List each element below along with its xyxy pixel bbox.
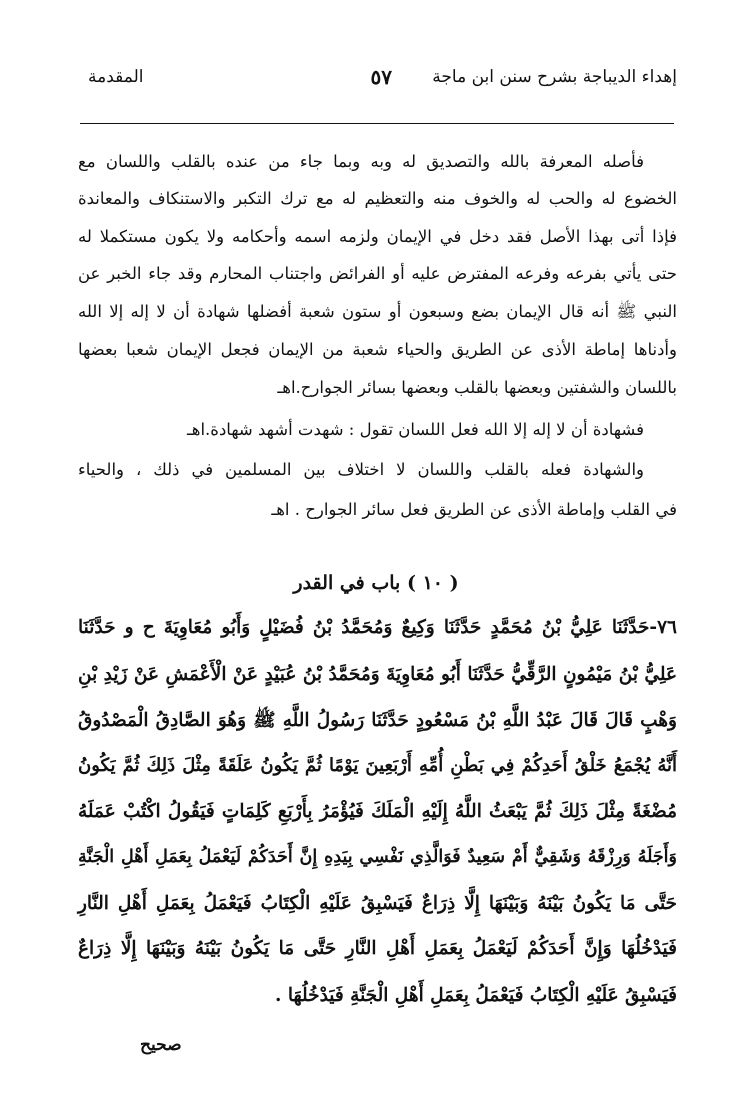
commentary-line: وأدناها إماطة الأذى عن الطريق والحياء شعبة من الإيمان فجعل الإيمان شعبا بعضها [78, 340, 677, 359]
commentary-line: فشهادة أن لا إله إلا الله فعل اللسان تقول : شهدت أشهد شهادة.اهـ [186, 420, 644, 439]
hadith-line: فَيَدْخُلُهَا وَإِنَّ أَحَدَكُمْ لَيَعْمَلُ بِعَمَلِ أَهْلِ النَّارِ حَتَّى مَا يَكُونُ بَيْنَهُ وَبَيْنَهَا إِلَّا ذِرَاعٌ [78, 938, 677, 959]
commentary-line: النبي ﷺ أنه قال الإيمان بضع وسبعون أو ستون شعبة أفضلها شهادة أن لا إله إلا الله [78, 302, 677, 321]
page-number: ٥٧ [370, 65, 392, 89]
chapter-heading: ( ١٠ ) باب في القدر [293, 572, 459, 594]
hadith-line: مُضْغَةً مِثْلَ ذَلِكَ ثُمَّ يَبْعَثُ اللَّهُ إِلَيْهِ الْمَلَكَ فَيُؤْمَرُ بِأَرْبَعِ كَلِمَاتٍ فَيَقُولُ اكْتُبْ عَمَلَهُ [78, 801, 677, 822]
commentary-line: في القلب وإماطة الأذى عن الطريق فعل سائر الجوارح . اهـ [271, 500, 677, 519]
hadith-line: ٧٦-حَدَّثَنَا عَلِيُّ بْنُ مُحَمَّدٍ حَدَّثَنَا وَكِيعٌ وَمُحَمَّدُ بْنُ فُضَيْلٍ وَأَبُو مُعَاوِيَةَ ح و حَدَّثَنَا [78, 617, 677, 638]
hadith-line: حَتَّى مَا يَكُونُ بَيْنَهُ وَبَيْنَهَا إِلَّا ذِرَاعٌ فَيَسْبِقُ عَلَيْهِ الْكِتَابُ فَيَعْمَلُ بِعَمَلِ أَهْلِ النَّارِ [78, 893, 677, 914]
hadith-line: وَهْبٍ قَالَ قَالَ عَبْدُ اللَّهِ بْنُ مَسْعُودٍ حَدَّثَنَا رَسُولُ اللَّهِ ﷺ وَهُوَ الصَّادِقُ الْمَصْدُوقُ [78, 710, 677, 731]
commentary-line: باللسان والشفتين وبعضها بالقلب وبعضها بسائر الجوارح.اهـ [277, 378, 677, 397]
commentary-line: فإذا أتى بهذا الأصل فقد دخل في الإيمان ولزمه اسمه وأحكامه ولا يكون مستكملا له [78, 227, 677, 246]
hadith-line: وَأَجَلَهُ وَرِزْقَهُ وَشَقِيٌّ أَمْ سَعِيدٌ فَوَالَّذِي نَفْسِي بِيَدِهِ إِنَّ أَحَدَكُمْ لَيَعْمَلُ بِعَمَلِ أَهْلِ الْجَنَّةِ [78, 847, 677, 867]
hadith-grade: صحيح [140, 1035, 182, 1055]
commentary-line: والشهادة فعله بالقلب واللسان لا اختلاف بين المسلمين في ذلك ، والحياء [78, 460, 644, 479]
commentary-line: فأصله المعرفة بالله والتصديق له وبه وبما جاء من عنده بالقلب واللسان مع [78, 152, 644, 171]
section-title: المقدمة [88, 67, 144, 87]
book-title: إهداء الديباجة بشرح سنن ابن ماجة [432, 67, 677, 87]
hadith-line: عَلِيُّ بْنُ مَيْمُونٍ الرَّقِّيُّ حَدَّثَنَا أَبُو مُعَاوِيَةَ وَمُحَمَّدُ بْنُ عُبَيْدٍ عَنْ الْأَعْمَشِ عَنْ زَيْدِ بْنِ [77, 664, 677, 685]
commentary-line: الخضوع له والحب له والخوف منه والتعظيم له مع ترك التكبر والاستنكاف والمعاندة [78, 189, 677, 208]
running-header [88, 60, 677, 94]
header-divider [80, 123, 674, 124]
hadith-line: أَنَّهُ يُجْمَعُ خَلْقُ أَحَدِكُمْ فِي بَطْنِ أُمِّهِ أَرْبَعِينَ يَوْمًا ثُمَّ يَكُونُ عَلَقَةً مِثْلَ ذَلِكَ ثُمَّ يَكُونُ [78, 755, 677, 776]
commentary-line: حتى يأتي بفرعه وفرعه المفترض عليه أو الفرائض واجتناب المحارم وقد جاء الخبر عن [78, 264, 677, 283]
hadith-line: فَيَسْبِقُ عَلَيْهِ الْكِتَابُ فَيَعْمَلُ بِعَمَلِ أَهْلِ الْجَنَّةِ فَيَدْخُلُهَا . [274, 985, 677, 1006]
